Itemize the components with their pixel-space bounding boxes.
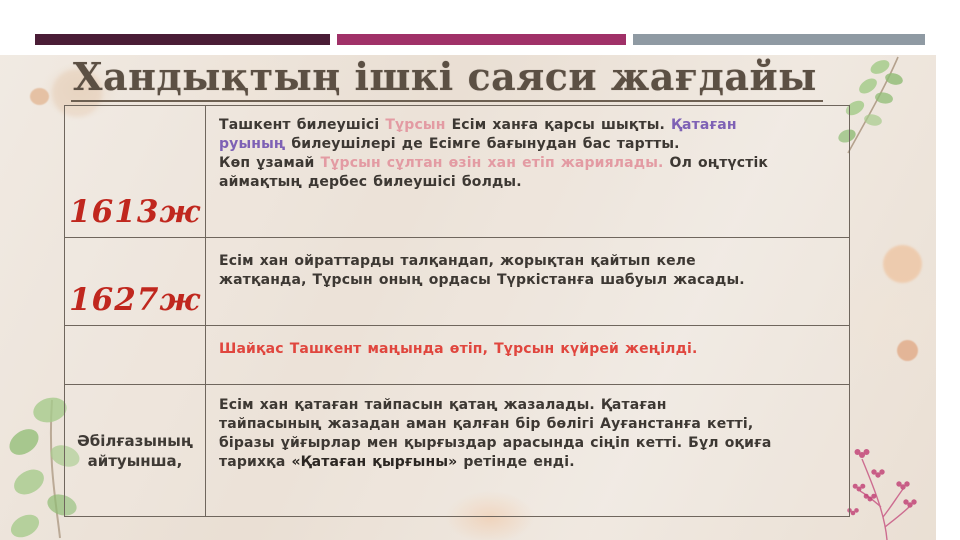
watercolor-dot-icon xyxy=(883,245,922,283)
table-row xyxy=(65,237,849,325)
text-segment: Тұрсын сұлтан өзін хан етіп жариялады. xyxy=(320,155,670,171)
text-segment: Есім хан ойраттарды талқандап, жорықтан қайтып келе жатқанда, Тұрсын оның ордасы Түркістанға шабуыл жасады. xyxy=(219,253,745,288)
row-label: Әбілғазының айтуынша, xyxy=(65,385,206,516)
row-content xyxy=(206,238,849,325)
watercolor-dot-icon xyxy=(30,88,49,105)
pink-flowers-icon xyxy=(845,447,933,540)
row-content xyxy=(206,106,849,237)
text-segment: Есім ханға қарсы шықты. xyxy=(451,117,672,133)
text-segment: Ташкент билеушісі xyxy=(219,117,386,133)
table-row xyxy=(65,106,849,237)
text-segment: Есім хан қатаған тайпасын қатаң жазалады. Қатаған тайпасының жазадан аман қалған бір бөлігі Ауғанстанға кетті, біразы ұйғырлар мен қырғыздар арасында сіңіп кетті. Бұл оқиға тарихқа xyxy=(219,397,772,470)
text-segment: билеушілері де Есімге бағынудан бас тартты. Көп ұзамай xyxy=(219,136,680,171)
page-title: Хандықтың ішкі саяси жағдайы xyxy=(71,56,823,102)
row-label: 1613ж xyxy=(65,106,206,237)
accent-bar-magenta xyxy=(337,34,626,45)
text-segment: «Қатаған қырғыны» xyxy=(291,454,458,470)
accent-bar-gray xyxy=(633,34,925,45)
table-row xyxy=(65,325,849,384)
table-row xyxy=(65,384,849,516)
row-label: 1627ж xyxy=(65,238,206,325)
row-label xyxy=(65,326,206,384)
text-segment: Тұрсын xyxy=(385,117,452,133)
row-content xyxy=(206,326,849,384)
text-segment: ретінде енді. xyxy=(457,454,575,470)
text-segment: Ол оңтүстік аймақтың дербес билеушісі болды. xyxy=(219,155,769,190)
row-content xyxy=(206,385,849,516)
content-table xyxy=(64,105,850,517)
watercolor-dot-icon xyxy=(897,340,918,361)
text-segment: Қатаған руының xyxy=(219,117,737,152)
accent-bar-dark xyxy=(35,34,330,45)
text-segment: Шайқас Ташкент маңында өтіп, Тұрсын күйрей жеңілді. xyxy=(219,341,698,357)
